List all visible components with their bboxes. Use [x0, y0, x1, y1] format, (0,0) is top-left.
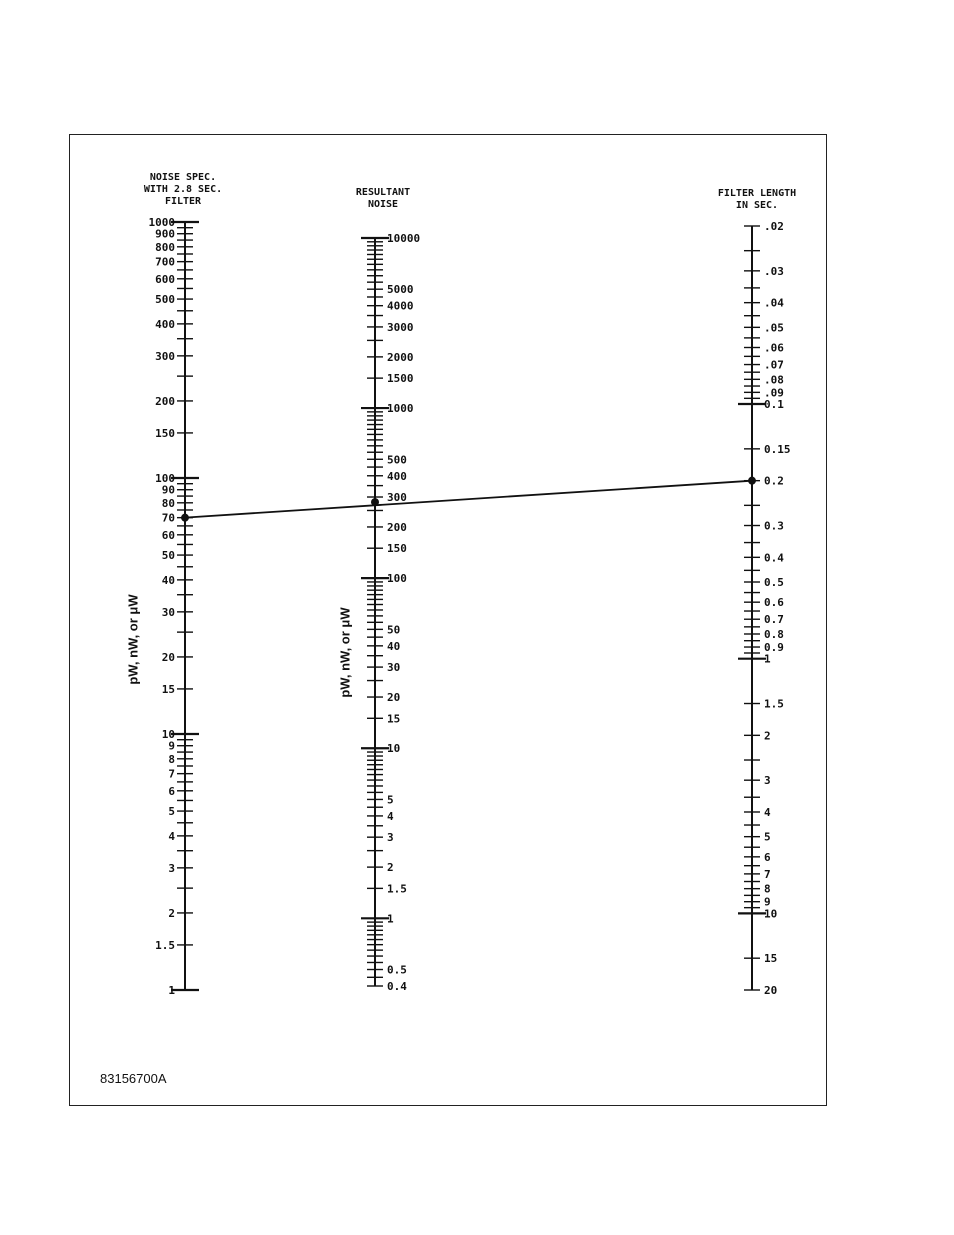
left-label-6: 6 — [168, 784, 175, 798]
left-label-20: 20 — [161, 650, 175, 664]
left-label-5: 5 — [168, 805, 175, 819]
left-label-200: 200 — [155, 394, 175, 408]
right-label-p04: .04 — [764, 296, 784, 310]
right-label-0p7: 0.7 — [764, 613, 784, 627]
middle-label-1000: 1000 — [387, 402, 414, 416]
right-label-p08: .08 — [764, 373, 784, 387]
left-label-400: 400 — [155, 317, 175, 331]
middle-label-15: 15 — [387, 712, 401, 726]
right-label-6: 6 — [764, 850, 771, 864]
left-unit-label: pW, nW, or μW — [125, 594, 141, 685]
right-label-0p3: 0.3 — [764, 519, 784, 533]
middle-unit-label: pW, nW, or μW — [337, 607, 353, 698]
right-label-3: 3 — [764, 774, 771, 788]
middle-label-150: 150 — [387, 542, 407, 556]
left-label-15: 15 — [161, 682, 175, 696]
right-label-5: 5 — [764, 830, 771, 844]
left-label-7: 7 — [168, 767, 175, 781]
middle-label-1500: 1500 — [387, 372, 414, 386]
left-label-800: 800 — [155, 240, 175, 254]
left-label-100: 100 — [155, 472, 175, 485]
middle-scale — [361, 232, 420, 993]
left-label-10: 10 — [161, 728, 175, 741]
middle-label-20: 20 — [387, 691, 401, 705]
right-label-p09: .09 — [764, 386, 784, 400]
left-label-1: 1 — [168, 984, 175, 997]
noise-spec-point — [181, 514, 189, 522]
right-label-0p1: 0.1 — [764, 398, 784, 412]
middle-label-3000: 3000 — [387, 320, 414, 334]
middle-label-10000: 10000 — [387, 232, 421, 245]
right-label-20: 20 — [764, 984, 778, 997]
middle-axis-title: RESULTANT NOISE — [355, 187, 411, 210]
left-label-90: 90 — [161, 483, 175, 497]
left-label-80: 80 — [161, 496, 175, 510]
middle-label-2: 2 — [387, 861, 394, 875]
left-label-9: 9 — [168, 739, 175, 753]
middle-label-0p5: 0.5 — [387, 963, 407, 977]
left-label-4: 4 — [168, 829, 175, 843]
right-label-9: 9 — [764, 895, 771, 909]
right-label-0p8: 0.8 — [764, 627, 784, 641]
right-label-0p9: 0.9 — [764, 641, 784, 655]
middle-label-5000: 5000 — [387, 283, 414, 297]
resultant-noise-point — [371, 498, 379, 506]
left-label-70: 70 — [161, 511, 175, 525]
left-label-50: 50 — [161, 549, 175, 563]
middle-label-1p5: 1.5 — [387, 882, 407, 896]
right-label-2: 2 — [764, 729, 771, 743]
middle-label-400: 400 — [387, 469, 407, 483]
left-label-900: 900 — [155, 227, 175, 241]
middle-label-5: 5 — [387, 793, 394, 807]
middle-label-100: 100 — [387, 572, 407, 586]
figure-id: 83156700A — [100, 1071, 167, 1086]
left-label-30: 30 — [161, 605, 175, 619]
right-label-0p15: 0.15 — [764, 442, 791, 456]
left-axis-title: NOISE SPEC. WITH 2.8 SEC. FILTER — [143, 172, 223, 207]
right-label-p02: .02 — [764, 220, 784, 233]
left-label-1000: 1000 — [148, 216, 175, 229]
left-scale — [149, 216, 200, 997]
left-label-3: 3 — [168, 861, 175, 875]
left-label-2: 2 — [168, 906, 175, 920]
right-label-p06: .06 — [764, 341, 784, 355]
right-label-0p5: 0.5 — [764, 576, 784, 590]
middle-label-500: 500 — [387, 453, 407, 467]
isopleth — [181, 477, 756, 522]
middle-label-200: 200 — [387, 520, 407, 534]
middle-label-1: 1 — [387, 912, 394, 926]
right-label-1p5: 1.5 — [764, 697, 784, 711]
middle-label-50: 50 — [387, 623, 401, 637]
middle-label-10: 10 — [387, 742, 401, 756]
left-label-40: 40 — [161, 573, 175, 587]
left-label-500: 500 — [155, 293, 175, 307]
right-scale — [738, 220, 791, 997]
left-label-60: 60 — [161, 528, 175, 542]
right-axis-title: FILTER LENGTH IN SEC. — [717, 188, 797, 211]
right-label-p05: .05 — [764, 321, 784, 335]
right-label-7: 7 — [764, 867, 771, 881]
middle-label-0p4: 0.4 — [387, 980, 407, 993]
right-label-15: 15 — [764, 952, 778, 966]
right-label-0p2: 0.2 — [764, 474, 784, 488]
right-label-10: 10 — [764, 907, 778, 921]
left-label-300: 300 — [155, 349, 175, 363]
left-label-150: 150 — [155, 426, 175, 440]
left-label-700: 700 — [155, 255, 175, 269]
left-label-600: 600 — [155, 272, 175, 286]
left-label-8: 8 — [168, 752, 175, 766]
middle-label-40: 40 — [387, 639, 401, 653]
middle-label-3: 3 — [387, 831, 394, 845]
isopleth-line — [185, 481, 752, 518]
right-label-p03: .03 — [764, 264, 784, 278]
right-label-p07: .07 — [764, 358, 784, 372]
right-label-0p4: 0.4 — [764, 551, 784, 565]
middle-label-4000: 4000 — [387, 299, 414, 313]
right-label-1: 1 — [764, 652, 771, 666]
middle-label-300: 300 — [387, 491, 407, 505]
right-label-8: 8 — [764, 882, 771, 896]
filter-length-point — [748, 477, 756, 485]
left-label-1p5: 1.5 — [155, 938, 175, 952]
right-label-0p6: 0.6 — [764, 596, 784, 610]
middle-label-30: 30 — [387, 661, 401, 675]
middle-label-2000: 2000 — [387, 350, 414, 364]
middle-label-4: 4 — [387, 809, 394, 823]
right-label-4: 4 — [764, 805, 771, 819]
